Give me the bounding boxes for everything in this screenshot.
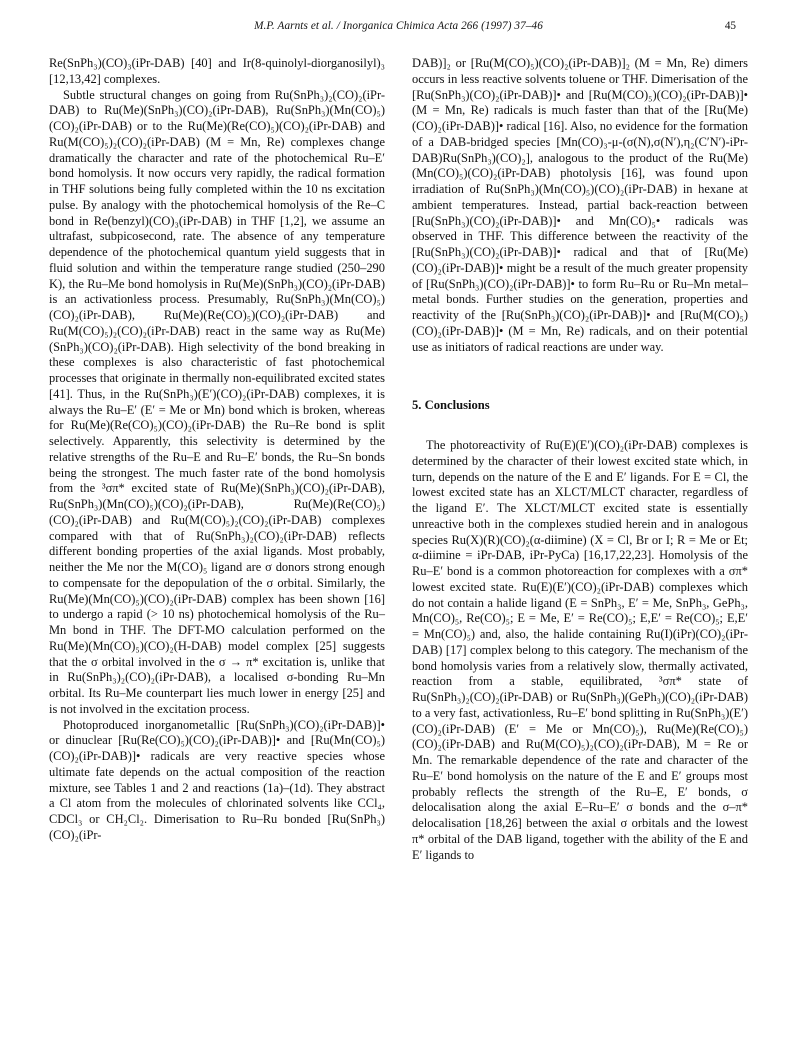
spacer <box>412 355 748 386</box>
running-title: M.P. Aarnts et al. / Inorganica Chimica Acta 266 (1997) 37–46 <box>254 20 543 32</box>
spacer <box>412 414 748 438</box>
paragraph-bond-homolysis: Subtle structural changes on going from Ru(SnPh₃)₂(CO)₂(iPr-DAB) to Ru(Me)(SnPh₃)(CO)₂(iPr-DAB), Ru(SnPh₃)(Mn(CO)₅)(CO)₂(iPr-DAB) or to the Ru(Me)(Re(CO)₅)(CO)₂(iPr-DAB) and Ru(M(CO)₅)₂(CO)₂(iPr-DAB) (M = Mn, Re) complexes change dramatically the character and rate of the photochemical Ru–E′ bond homolysis. It now occurs very rapidly, the radical formation in THF solutions being fully completed within the 10 ns excitation pulse. By analogy with the photochemical homolysis of the Re–C bond in Re(benzyl)(CO)₃(iPr-DAB) in THF [1,2], we assume an ultrafast, subpicosecond, rate. The absence of any temperature dependence of the photochemical quantum yield suggests that in fluid solution and within the temperature range studied (250–290 K), the Ru–Me bond homolysis in Ru(Me)(SnPh₃)(CO)₂(iPr-DAB) is an activationless process. Presumably, Ru(SnPh₃)(Mn(CO)₅)(CO)₂(iPr-DAB), Ru(Me)(Re(CO)₅)(CO)₂(iPr-DAB) and Ru(M(CO)₅)₂(CO)₂(iPr-DAB) react in the same way as Ru(Me)(SnPh₃)(CO)₂(iPr-DAB). High selectivity of the bond breaking in these complexes is also characteristic of fast photochemical processes that originate in thermally non-equilibrated excited states [41]. Thus, in the Ru(SnPh₃)(E′)(CO)₂(iPr-DAB) complexes, it is always the Ru–E′ (E′ = Me or Mn) bond which is broken, whereas for Ru(Me)(Re(CO)₅)(CO)₂(iPr-DAB) the Ru–Re bond is split selectively. Apparently, this selectivity is determined by the relative strengths of the Ru–E and Ru–E′ bonds, the Ru–Sn bonds being the strongest. The much faster rate of the bond homolysis from the ³σπ* excited state of Ru(Me)(SnPh₃)(CO)₂(iPr-DAB), Ru(SnPh₃)(Mn(CO)₅)(CO)₂(iPr-DAB), Ru(Me)(Re(CO)₅)(CO)₂(iPr-DAB) and Ru(M(CO)₅)₂(CO)₂(iPr-DAB) complexes compared with that of Ru(SnPh₃)₂(CO)₂(iPr-DAB) reflects different bonding properties of the axial ligands. Most probably, neither the Me nor the M(CO)₅ ligand are σ donors strong enough to compensate for the depopulation of the σ orbital. Similarly, the Ru(Me)(Mn(CO)₅)(CO)₂(iPr-DAB) complex has been shown [16] to undergo a rapid (> 10 ns) photochemical homolysis of the Ru–Mn bond in THF. The DFT-MO calculation performed on the Ru(Me)(Mn(CO)₅)(CO)₂(H-DAB) model complex [25] suggests that the σ orbital involved in the σ → π* excitation is, unlike that in Ru(SnPh₃)₂(CO)₂(iPr-DAB), a localised σ-bonding Ru–Mn orbital. Its Ru–Me counterpart lies much lower in energy [25] and is not involved in the excitation process. <box>49 87 385 716</box>
left-column <box>49 56 385 844</box>
page-number: 45 <box>724 20 736 32</box>
running-header <box>0 20 797 38</box>
paragraph-conclusions: The photoreactivity of Ru(E)(E′)(CO)₂(iPr-DAB) complexes is determined by the character of their lowest excited state which, in turn, depends on the nature of the E and E′ ligands. For E = Cl, the lowest excited state has an XLCT/MLCT character, regardless of the ligand E′. The XLCT/MLCT excited state is essentially unreactive both in the complexes studied herein and in analogous species Ru(X)(R)(CO)₂(α-diimine) (X = Cl, Br or I; R = Me or Et; α-diimine = iPr-DAB, iPr-PyCa) [16,17,22,23]. Homolysis of the Ru–E′ bond is a common photoreaction for complexes with a σπ* lowest excited state. Ru(E)(E′)(CO)₂(iPr-DAB) complexes which do not contain a halide ligand (E = SnPh₃, E′ = Me, SnPh₃, GePh₃, Mn(CO)₅, Re(CO)₅; E = Me, E′ = Re(CO)₅; E,E′ = Re(CO)₅; E,E′ = Mn(CO)₅) and, also, the halide containing Ru(I)(iPr)(CO)₂(iPr-DAB) [17] complex belong to this category. The mechanism of the bond homolysis varies from a relatively slow, thermally activated, reaction from a stable, equilibrated, ³σπ* state of Ru(SnPh₃)₂(CO)₂(iPr-DAB) or Ru(SnPh₃)(GePh₃)(CO)₂(iPr-DAB) to a very fast, activationless, Ru–E′ bond splitting in Ru(SnPh₃)(E′)(CO)₂(iPr-DAB) (E′ = Me or Mn(CO)₅), Ru(Me)(Re(CO)₅)(CO)₂(iPr-DAB) and Ru(M(CO)₅)₂(CO)₂(iPr-DAB), M = Re or Mn. The remarkable dependence of the rate and character of the Ru–E′ bond homolysis on the nature of the E and E′ groups most probably reflects the strength of the Ru–E, E′ bonds, σ delocalisation along the axial E–Ru–E′ σ bonds and the σ–π* delocalisation [18,26] between the axial σ orbitals and the lowest π* orbital of the DAB ligand, together with the ability of the E and E′ ligands to <box>412 438 748 862</box>
paragraph-continuation: Re(SnPh₃)(CO)₃(iPr-DAB) [40] and Ir(8-quinolyl-diorganosilyl)₃ [12,13,42] complexes. <box>49 56 385 86</box>
paragraph-radicals: Photoproduced inorganometallic [Ru(SnPh₃)(CO)₂(iPr-DAB)]• or dinuclear [Ru(Re(CO)₅)(CO)₂(iPr-DAB)]• and [Ru(Mn(CO)₅)(CO)₂(iPr-DAB)]• radicals are very reactive species whose ultimate fate depends on the actual composition of the reaction mixture, see Tables 1 and 2 and reactions (1a)–(1d). They abstract a Cl atom from the molecules of chlorinated solvents like CCl₄, CDCl₃ or CH₂Cl₂. Dimerisation to Ru–Ru bonded [Ru(SnPh₃)(CO)₂(iPr- <box>49 717 385 842</box>
section-heading: 5. Conclusions <box>412 398 490 413</box>
right-column <box>412 56 748 863</box>
paragraph-dimerisation: DAB)]₂ or [Ru(M(CO)₅)(CO)₂(iPr-DAB)]₂ (M = Mn, Re) dimers occurs in less reactive solvents toluene or THF. Dimerisation of the [Ru(SnPh₃)(CO)₂(iPr-DAB)]• and [Ru(M(CO)₅)(CO)₂(iPr-DAB)]• (M = Mn, Re) radicals is much faster than that of the [Ru(Me)(CO)₂(iPr-DAB)]• radical [16]. Also, no evidence for the formation of a DAB-bridged species [Mn(CO)₃-μ-(σ(N),σ(N′),η₂(C′N′)-iPr-DAB)Ru(SnPh₃)(CO)₂], analogous to the product of the Ru(Me)(Mn(CO)₅)(CO)₂(iPr-DAB) photolysis [16], was found upon irradiation of Ru(SnPh₃)(Mn(CO)₅)(CO)₂(iPr-DAB) in hexane at ambient temperatures. Instead, partial back-reaction between [Ru(SnPh₃)(CO)₂(iPr-DAB)]• and Mn(CO)₅• radicals was observed in THF. This difference between the reactivity of the [Ru(SnPh₃)(CO)₂(iPr-DAB)]• radical and that of [Ru(Me)(CO)₂(iPr-DAB)]• might be a result of the much greater propensity of [Ru(SnPh₃)(CO)₂(iPr-DAB)]• to form Ru–Ru or Ru–Mn metal–metal bonds. Further studies on the generation, properties and reactivity of the [Ru(SnPh₃)(CO)₂(iPr-DAB)]• and [Ru(M(CO)₅)(CO)₂(iPr-DAB)]• (M = Mn, Re) radicals, and on their potential use as initiators of radical reactions are under way. <box>412 56 748 354</box>
